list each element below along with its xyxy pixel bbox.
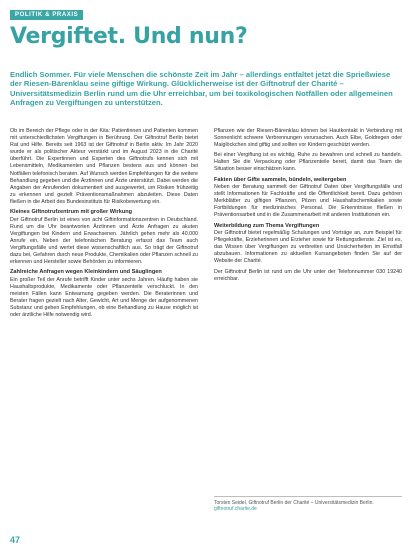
- page-number: 47: [10, 535, 21, 545]
- right-subheading-2: Weiterbildung zum Thema Vergiftungen: [214, 222, 320, 229]
- right-subheading-1: Fakten über Gifte sammeln, bündeln, weitergeben: [214, 176, 347, 183]
- article-title: Vergiftet. Und nun?: [10, 24, 248, 49]
- right-paragraph-3: Neben der Beratung sammelt der Giftnotruf Daten über Vergiftungsfälle und stellt Informationen für Fachkräfte und die Öffentlichkeit bereit. Dazu gehören Merkblätter zu giftigen Pflanzen, Pilzen und Haushaltschemikalien sowie Fortbildungen für medizinisches Personal. Die Erkenntnisse fließen in Präventionsarbeit und in die Zusammenarbeit mit anderen Institutionen ein.: [214, 184, 402, 219]
- section-badge: POLITIK & PRAXIS: [10, 10, 83, 20]
- left-paragraph-1: Ob im Bereich der Pflege oder in der Kita: Patientinnen und Patienten kommen mit unterschiedlichsten Vergiftungen in Berührung. Der Giftnotruf Berlin bietet Rat und Hilfe. Bereits seit 1963 ist der Giftnotruf in Berlin aktiv. Im Jahr 2020 wurde er als politischer Akteur verstärkt und im August 2023 in die Charité überführt. Die Expertinnen und Experten des Giftnotrufs kennen sich mit Lebensmitteln, Medikamenten und Pflanzen bestens aus und können bei Notfällen telefonisch beraten. Auf Wunsch werden Empfehlungen für die weitere Behandlung gegeben und die Ärztinnen und Ärzte unterstützt. Dabei werden die Angaben der Anrufenden dokumentiert und ausgewertet, um Risiken frühzeitig zu erkennen und gezielt Präventionsmaßnahmen abzuleiten. Diese Daten fließen in die Arbeit des Bundesinstituts für Risikobewertung ein.: [10, 128, 198, 205]
- right-paragraph-5: Der Giftnotruf Berlin ist rund um die Uhr unter der Telefonnummer 030 19240 erreichbar.: [214, 268, 402, 282]
- right-paragraph-2: Bei einer Vergiftung ist es wichtig, Ruhe zu bewahren und schnell zu handeln. Halten Sie die Verpackung oder Pflanzenteile bereit, damit das Team die Situation besser einschätzen kann.: [214, 152, 402, 173]
- left-subheading-2: Zahlreiche Anfragen wegen Kleinkindern und Säuglingen: [10, 269, 162, 276]
- left-paragraph-2: Der Giftnotruf Berlin ist eines von acht Giftinformationszentren in Deutschland. Rund um die Uhr beantworten Ärztinnen und Ärzte Anfragen zu akuten Vergiftungen bei Kindern und Erwachsenen. Jährlich gehen mehr als 40.000 Anrufe ein. Neben der telefonischen Beratung erfasst das Team auch Vergiftungsfälle und wertet diese wissenschaftlich aus. So trägt der Giftnotruf dazu bei, Gefahren durch neue Produkte, Chemikalien oder Pflanzen schnell zu erkennen und Hersteller sowie Behörden zu informieren.: [10, 216, 198, 266]
- article-lead: Endlich Sommer. Für viele Menschen die schönste Zeit im Jahr – allerdings entfaltet jetzt die Sprießwiese der Riesen-Bärenklau seine giftige Wirkung. Glücklicherweise ist der Giftnotruf der Charité – Universitätsmedizin Berlin rund um die Uhr erreichbar, um bei toxikologischen Notfällen oder allgemeinen Anfragen zu Vergiftungen zu unterstützen.: [10, 70, 393, 108]
- right-paragraph-4: Der Giftnotruf bietet regelmäßig Schulungen und Vorträge an, zum Beispiel für Pflegekräfte, Erzieherinnen und Erzieher sowie für Rettungsdienste. Ziel ist es, das Wissen über Vergiftungen zu verbreiten und Unsicherheiten im Ernstfall abzubauen. Informationen zu aktuellen Kursangeboten finden Sie auf der Website der Charité.: [214, 230, 402, 265]
- left-subheading-1: Kleines Giftnotrufzentrum mit großer Wirkung: [10, 209, 133, 216]
- right-paragraph-1: Pflanzen wie der Riesen-Bärenklau können bei Hautkontakt in Verbindung mit Sonnenlicht schwere Verbrennungen verursachen. Auch Eibe, Goldregen oder Maiglöckchen sind giftig und sollten vor Kindern geschützt werden.: [214, 128, 402, 149]
- footnote-link[interactable]: giftnotruf.charite.de: [214, 506, 257, 513]
- footnote-text: Torsten Seidel, Giftnotruf Berlin der Charité – Universitätsmedizin Berlin.: [214, 500, 374, 506]
- right-column: [214, 128, 402, 286]
- left-paragraph-3: Ein großer Teil der Anrufe betrifft Kinder unter sechs Jahren. Häufig haben sie Haushaltsprodukte, Medikamente oder Pflanzenteile verschluckt. In den meisten Fällen kann Entwarnung gegeben werden. Die Beraterinnen und Berater fragen gezielt nach Alter, Gewicht, Art und Menge der aufgenommenen Substanz und geben Empfehlungen, ob eine Behandlung zu Hause möglich ist oder ärztliche Hilfe notwendig wird.: [10, 276, 198, 319]
- left-column: [10, 128, 198, 322]
- author-footnote: [214, 496, 402, 512]
